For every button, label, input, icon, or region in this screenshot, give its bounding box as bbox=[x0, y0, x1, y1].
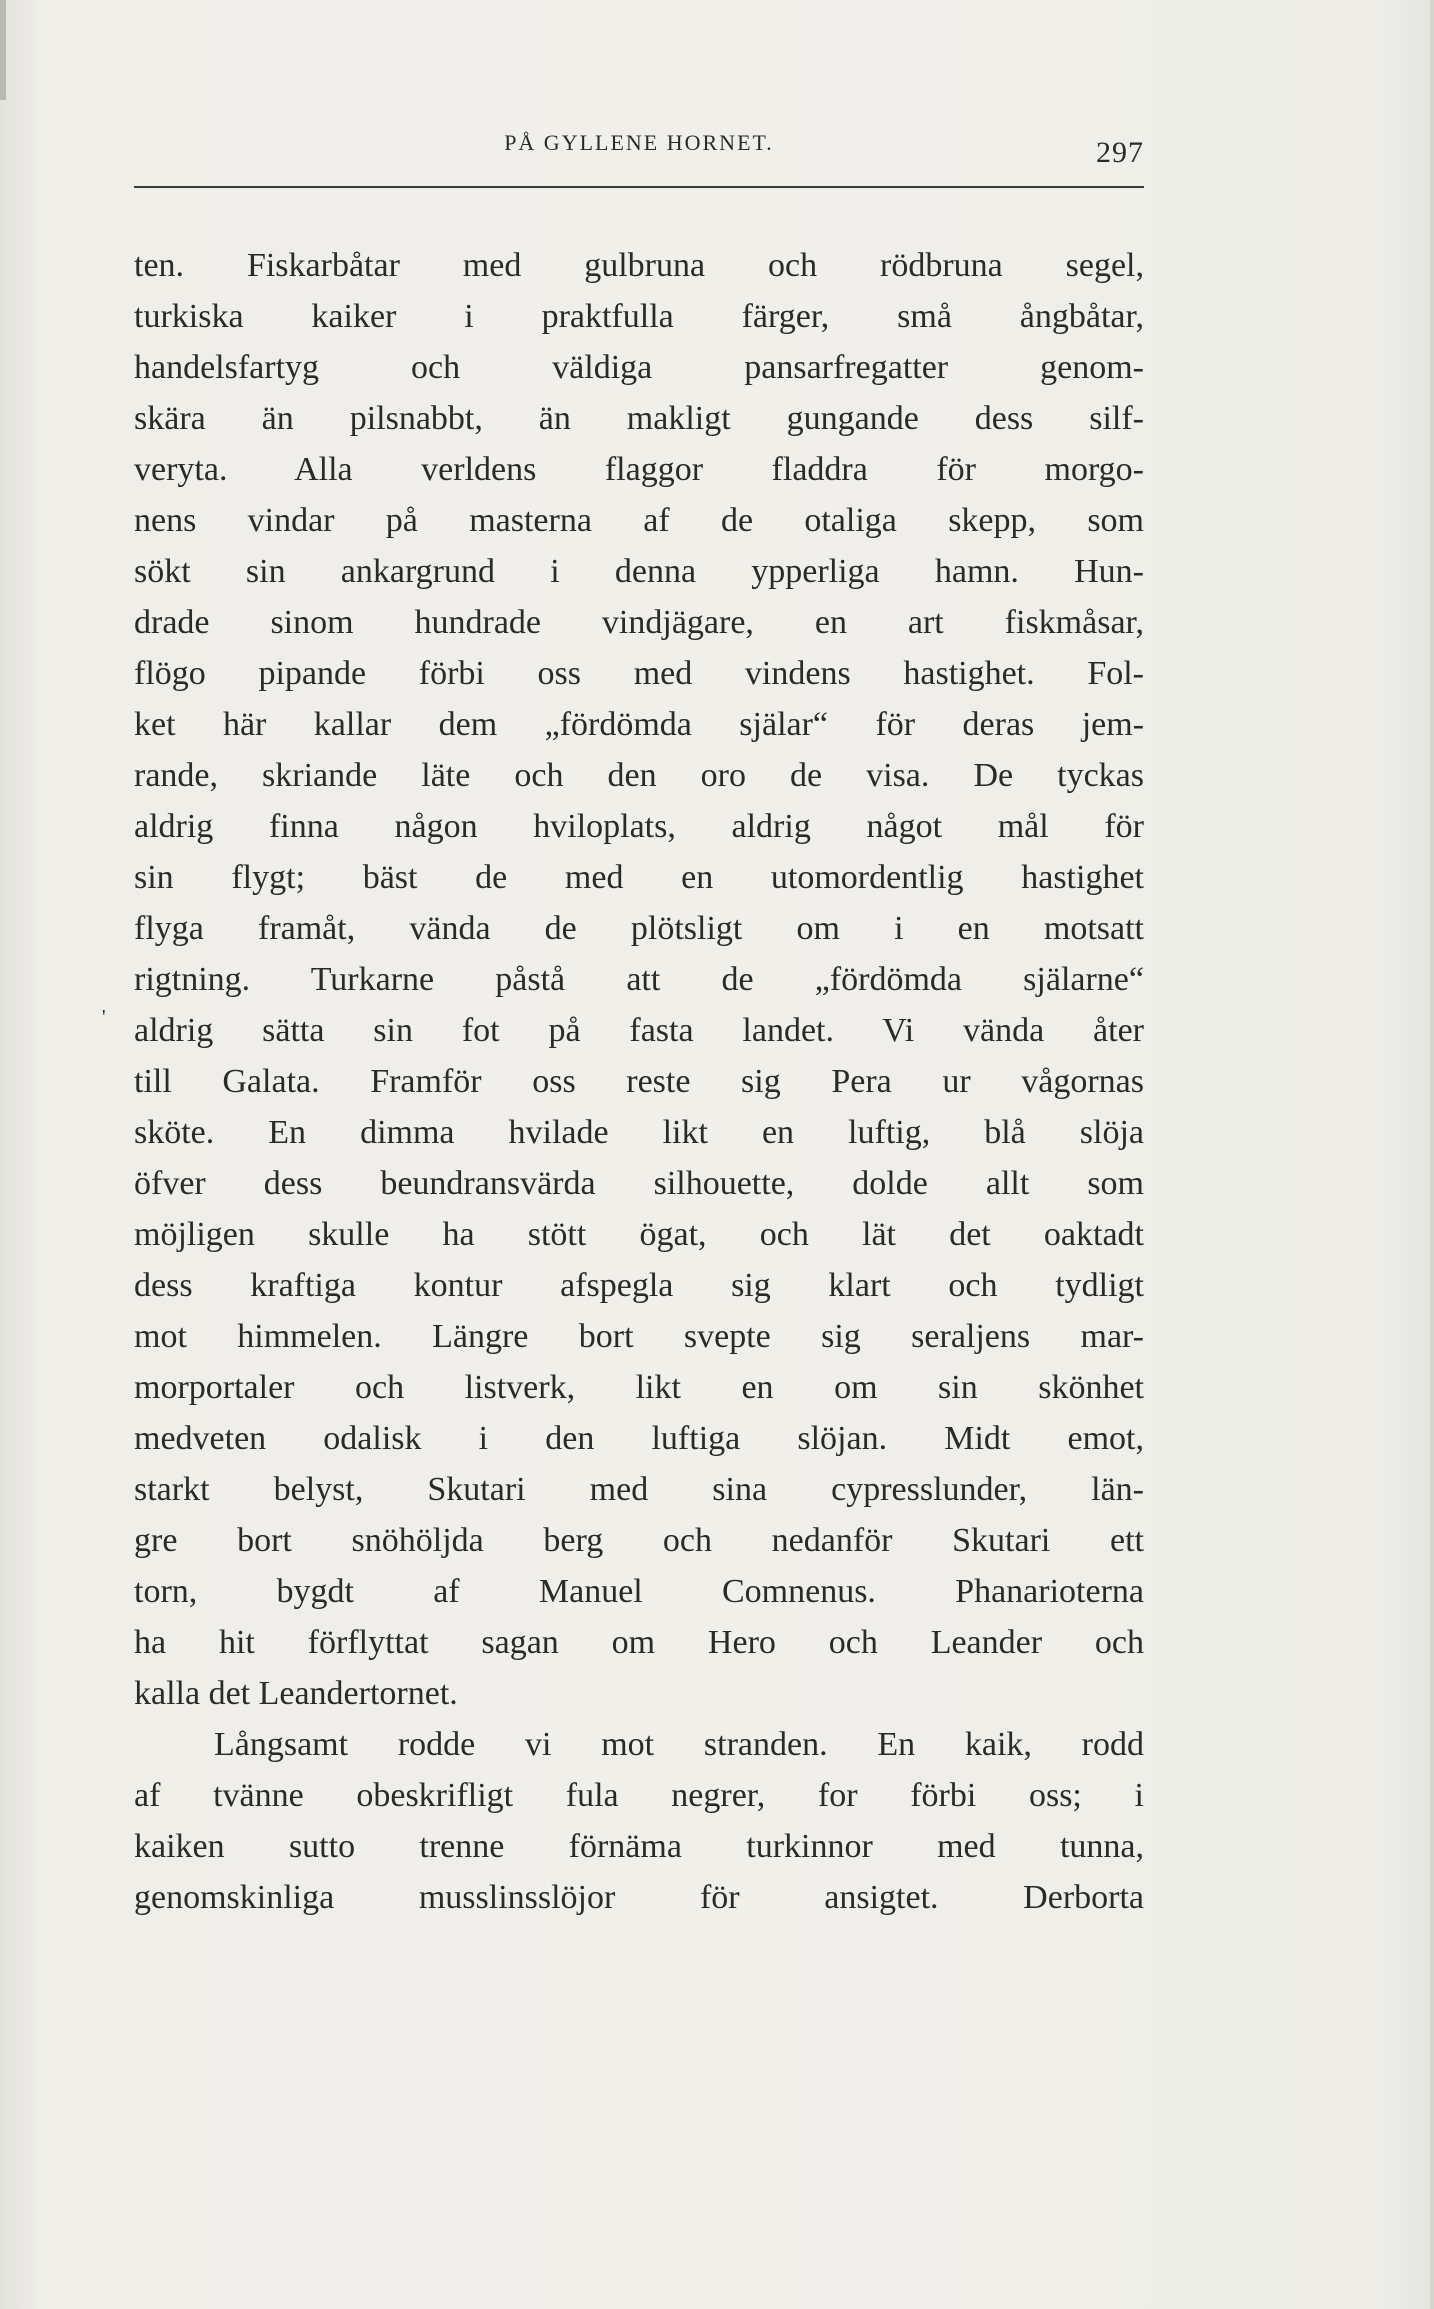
text-line: flyga framåt, vända de plötsligt om i en motsatt bbox=[134, 910, 1144, 947]
text-line: handelsfartyg och väldiga pansarfregatter genom- bbox=[134, 349, 1144, 386]
text-line: morportaler och listverk, likt en om sin skönhet bbox=[134, 1369, 1144, 1406]
text-line: sköte. En dimma hvilade likt en luftig, blå slöja bbox=[134, 1114, 1144, 1151]
margin-mark: ' bbox=[102, 1006, 106, 1028]
text-line: genomskinliga musslinsslöjor för ansigtet. Derborta bbox=[134, 1879, 1144, 1916]
text-line: veryta. Alla verldens flaggor fladdra för morgo- bbox=[134, 451, 1144, 488]
running-title: PÅ GYLLENE HORNET. bbox=[504, 130, 774, 155]
text-line-paragraph-end: kalla det Leandertornet. bbox=[134, 1675, 458, 1712]
text-line: till Galata. Framför oss reste sig Pera ur vågornas bbox=[134, 1063, 1144, 1100]
page-header bbox=[134, 130, 1144, 180]
text-line: ten. Fiskarbåtar med gulbruna och rödbruna segel, bbox=[134, 247, 1144, 284]
body-text bbox=[134, 240, 1144, 1923]
text-line: sin flygt; bäst de med en utomordentlig hastighet bbox=[134, 859, 1144, 896]
text-line: öfver dess beundransvärda silhouette, dolde allt som bbox=[134, 1165, 1144, 1202]
text-line: skära än pilsnabbt, än makligt gungande dess silf- bbox=[134, 400, 1144, 437]
text-line: mot himmelen. Längre bort svepte sig seraljens mar- bbox=[134, 1318, 1144, 1355]
text-line: flögo pipande förbi oss med vindens hastighet. Fol- bbox=[134, 655, 1144, 692]
text-line: nens vindar på masterna af de otaliga skepp, som bbox=[134, 502, 1144, 539]
text-line: dess kraftiga kontur afspegla sig klart och tydligt bbox=[134, 1267, 1144, 1304]
text-line: gre bort snöhöljda berg och nedanför Skutari ett bbox=[134, 1522, 1144, 1559]
page-edge-right bbox=[1430, 0, 1434, 2309]
text-line: turkiska kaiker i praktfulla färger, små ångbåtar, bbox=[134, 298, 1144, 335]
text-line-paragraph-start: Långsamt rodde vi mot stranden. En kaik, rodd bbox=[214, 1726, 1144, 1763]
text-line: kaiken sutto trenne förnäma turkinnor med tunna, bbox=[134, 1828, 1144, 1865]
page-number: 297 bbox=[1096, 136, 1144, 169]
text-line: sökt sin ankargrund i denna ypperliga hamn. Hun- bbox=[134, 553, 1144, 590]
text-line: aldrig finna någon hviloplats, aldrig något mål för bbox=[134, 808, 1144, 845]
page-edge-left bbox=[0, 0, 6, 100]
text-line: möjligen skulle ha stött ögat, och lät det oaktadt bbox=[134, 1216, 1144, 1253]
text-line: rande, skriande läte och den oro de visa. De tyckas bbox=[134, 757, 1144, 794]
text-line: drade sinom hundrade vindjägare, en art fiskmåsar, bbox=[134, 604, 1144, 641]
text-line: ha hit förflyttat sagan om Hero och Leander och bbox=[134, 1624, 1144, 1661]
text-line: medveten odalisk i den luftiga slöjan. Midt emot, bbox=[134, 1420, 1144, 1457]
text-line: torn, bygdt af Manuel Comnenus. Phanarioterna bbox=[134, 1573, 1144, 1610]
text-line: rigtning. Turkarne påstå att de „fördömda själarne“ bbox=[134, 961, 1144, 998]
text-line: starkt belyst, Skutari med sina cypresslunder, län- bbox=[134, 1471, 1144, 1508]
header-rule bbox=[134, 186, 1144, 188]
text-line: af tvänne obeskrifligt fula negrer, for förbi oss; i bbox=[134, 1777, 1144, 1814]
text-line: aldrig sätta sin fot på fasta landet. Vi vända åter bbox=[134, 1012, 1144, 1049]
text-line: ket här kallar dem „fördömda själar“ för deras jem- bbox=[134, 706, 1144, 743]
